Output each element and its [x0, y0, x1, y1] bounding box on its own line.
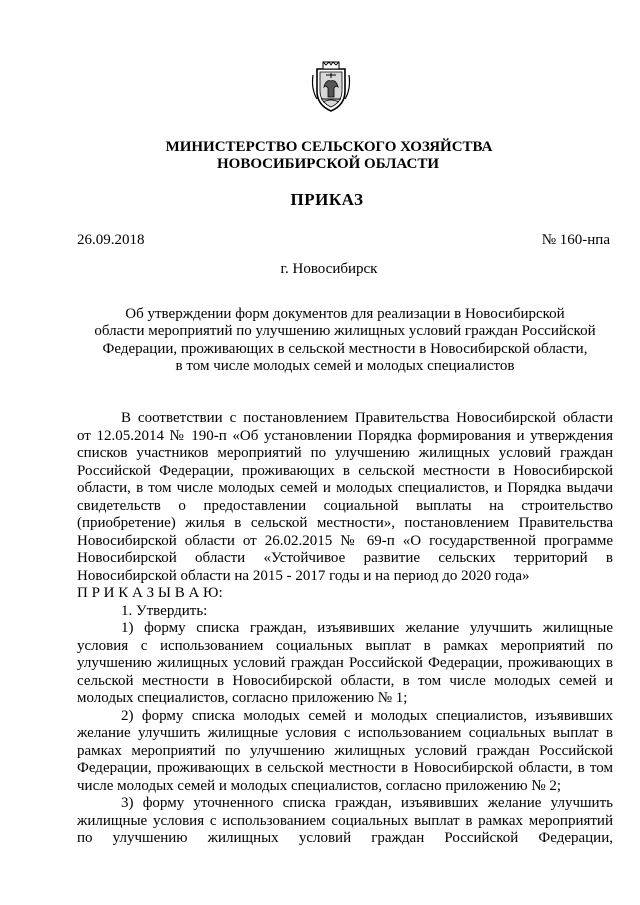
city: г. Новосибирск: [280, 261, 378, 277]
body-line: 1) форму списка граждан, изъявивших желание улучшить жилищные: [121, 620, 613, 636]
order-number: № 160-нпа: [541, 232, 610, 248]
title-line: Федерации, проживающих в сельской местности в Новосибирской области,: [102, 340, 588, 357]
title-line: Об утверждении форм документов для реализации в Новосибирской: [125, 306, 565, 322]
body-line: В соответствии с постановлением Правительства Новосибирской области: [121, 410, 613, 426]
order-date: 26.09.2018: [77, 232, 145, 248]
clause-1: 1. Утвердить:: [121, 602, 208, 619]
order-decree: П Р И К А З Ы В А Ю:: [77, 585, 223, 601]
body-line: свидетельств о предоставлении социальной выплаты на строительство: [77, 497, 613, 514]
coat-of-arms-icon: [309, 61, 353, 113]
body-line: желание улучшить жилищные условия с использованием социальных выплат в: [77, 725, 613, 741]
body-line: жилищные условия с использованием социальных выплат в рамках мероприятий: [77, 812, 613, 829]
title-line: в том числе молодых семей и молодых специалистов: [175, 358, 515, 375]
body-line: Федерации, проживающих в сельской местности в Новосибирской области, в том: [77, 760, 613, 776]
body-line: условия с использованием социальных выплат в рамках мероприятий по: [77, 637, 613, 654]
body-line: числе молодых семей и молодых специалистов, согласно приложению № 2;: [77, 777, 562, 794]
body-line: Российской Федерации, проживающих в сельской местности в Новосибирской: [77, 462, 613, 479]
body-line: области, в том числе молодых семей и молодых специалистов, и Порядка выдачи: [77, 480, 613, 496]
body-line: Новосибирской области от 26.02.2015 № 69-п «О государственной программе: [77, 532, 613, 549]
order-body: [77, 410, 613, 848]
ministry-name-line2: НОВОСИБИРСКОЙ ОБЛАСТИ: [216, 156, 440, 172]
title-line: области мероприятий по улучшению жилищных условий граждан Российской: [94, 323, 596, 340]
body-line: молодых специалистов, согласно приложению № 1;: [77, 690, 408, 706]
body-line: списков участников мероприятий по улучшению жилищных условий граждан: [77, 445, 613, 461]
ministry-name-line1: МИНИСТЕРСТВО СЕЛЬСКОГО ХОЗЯЙСТВА: [165, 139, 493, 155]
document-type: ПРИКАЗ: [290, 190, 364, 209]
body-line: по улучшению жилищных условий граждан Российской Федерации,: [77, 830, 613, 846]
order-title: [77, 306, 613, 376]
body-line: Новосибирской области на 2015 - 2017 годы и на период до 2020 года»: [77, 567, 530, 584]
body-line: 3) форму уточненного списка граждан, изъявивших желание улучшить: [121, 795, 613, 811]
body-line: 2) форму списка молодых семей и молодых специалистов, изъявивших: [121, 707, 613, 724]
body-line: от 12.05.2014 № 190-п «Об установлении Порядка формирования и утверждения: [77, 427, 613, 444]
body-line: рамках мероприятий по улучшению жилищных условий граждан Российской: [77, 742, 613, 759]
body-line: (приобретение) жилья в сельской местности», постановлением Правительства: [77, 515, 613, 531]
body-line: сельской местности в Новосибирской области, в том числе молодых семей и: [77, 672, 613, 689]
body-line: улучшению жилищных условий граждан Российской Федерации, проживающих в: [77, 655, 613, 671]
body-line: Новосибирской области «Устойчивое развитие сельских территорий в: [77, 550, 613, 566]
